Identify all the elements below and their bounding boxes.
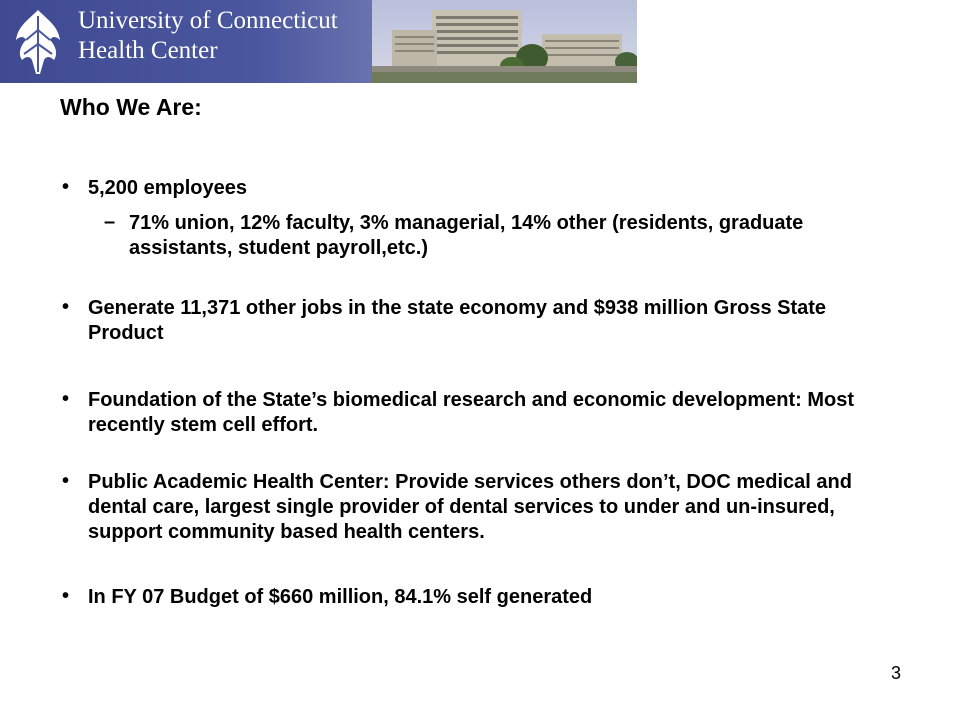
banner-line-1: University of Connecticut — [78, 7, 338, 34]
sub-bullet-text: 71% union, 12% faculty, 3% managerial, 14% other (residents, graduate assistants, student payroll,etc.) — [129, 212, 804, 259]
health-center-building-photo — [372, 0, 637, 83]
bullet-text: Generate 11,371 other jobs in the state economy and $938 million Gross State Product — [88, 297, 827, 344]
bullet-text: 5,200 employees — [88, 177, 247, 199]
institution-name — [78, 6, 338, 66]
bullet-marker: • — [62, 585, 70, 607]
banner-line-2: Health Center — [78, 37, 218, 64]
bullet-marker: • — [62, 296, 70, 318]
bullet-text: In FY 07 Budget of $660 million, 84.1% self generated — [88, 586, 593, 608]
bullet-text: Foundation of the State’s biomedical research and economic development: Most recently stem cell effort. — [88, 389, 855, 436]
bullet-marker: • — [62, 470, 70, 492]
bullet-marker: • — [62, 388, 70, 410]
sub-bullet-marker: – — [104, 211, 116, 233]
oak-leaf-logo-icon — [8, 6, 68, 78]
slide-title: Who We Are: — [60, 94, 202, 120]
bullet-text: Public Academic Health Center: Provide services others don’t, DOC medical and dental care, largest single provider of dental services to under and un-insured, support community based health centers. — [88, 471, 852, 543]
header-banner — [0, 0, 637, 83]
bullet-marker: • — [62, 176, 70, 198]
page-number: 3 — [891, 663, 902, 683]
